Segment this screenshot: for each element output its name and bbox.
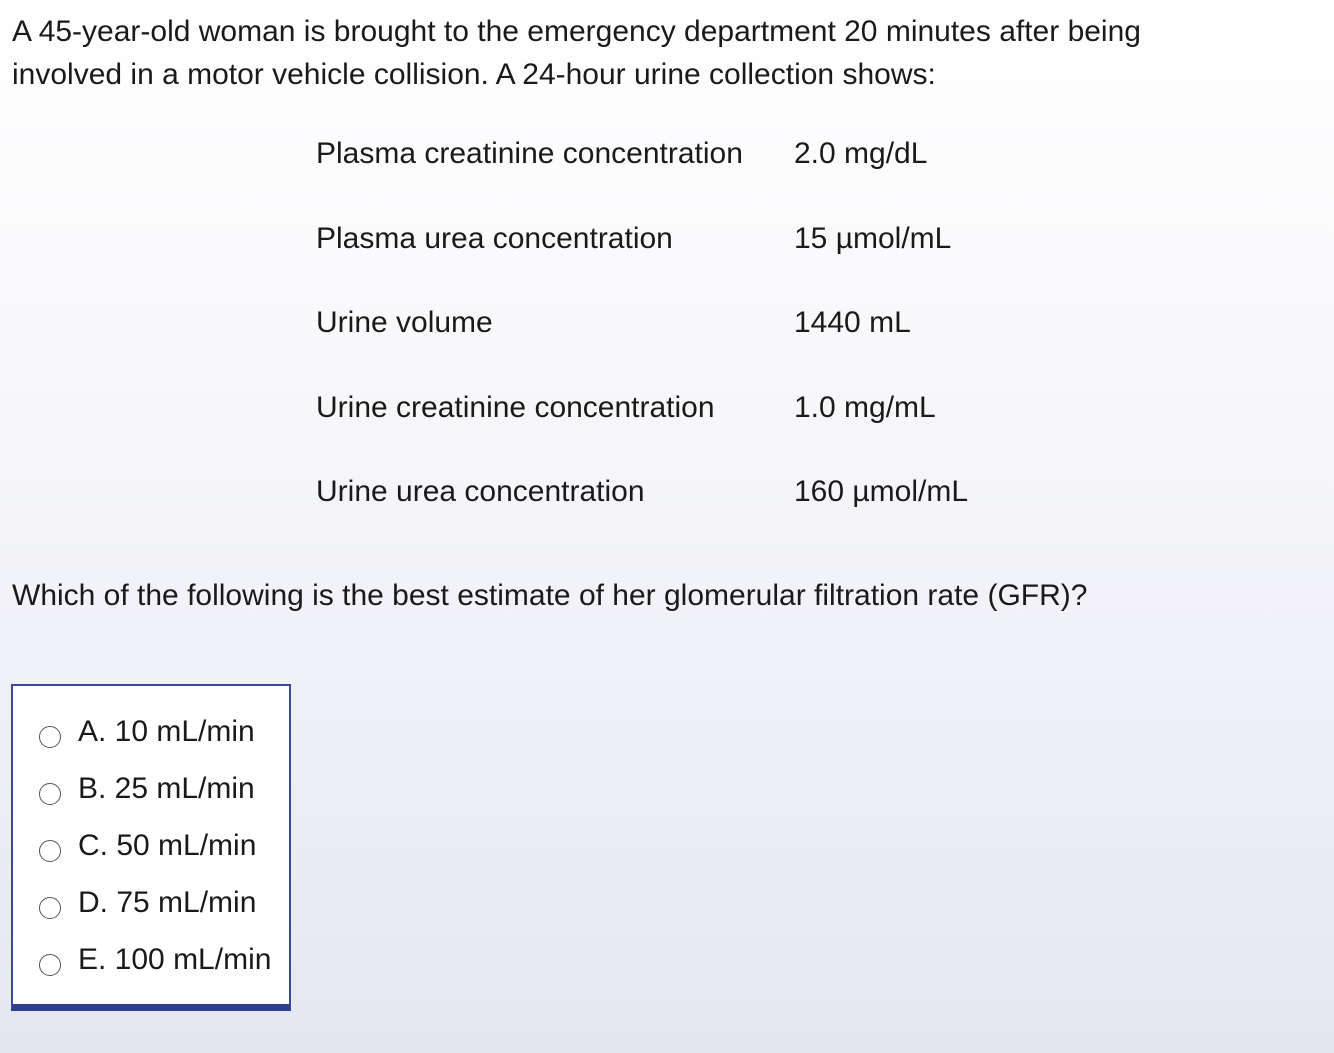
choice-label[interactable]: E. 100 mL/min <box>78 943 272 976</box>
lab-row <box>316 471 968 556</box>
choice-b[interactable] <box>39 769 255 809</box>
choice-label[interactable]: B. 25 mL/min <box>78 772 255 805</box>
choice-a[interactable] <box>39 712 255 752</box>
radio-button[interactable] <box>39 954 61 976</box>
choice-d[interactable] <box>39 883 256 923</box>
lab-name: Plasma creatinine concentration <box>316 137 743 170</box>
radio-button[interactable] <box>39 726 61 748</box>
lab-value: 15 µmol/mL <box>794 221 952 255</box>
lab-row <box>316 302 968 387</box>
lab-results-table <box>316 133 968 556</box>
question-stem: A 45-year-old woman is brought to the emergency department 20 minutes after being involved in a motor vehicle collision. A 24-hour urine collection shows: <box>12 15 1141 91</box>
choice-label[interactable]: C. 50 mL/min <box>78 829 257 862</box>
lab-value: 2.0 mg/dL <box>794 137 928 170</box>
lab-name: Urine urea concentration <box>316 475 645 508</box>
radio-button[interactable] <box>39 840 61 862</box>
choice-label[interactable]: D. 75 mL/min <box>78 886 257 919</box>
choice-e[interactable] <box>39 940 271 980</box>
lab-value: 1.0 mg/mL <box>794 390 936 424</box>
lab-row <box>316 387 968 472</box>
lab-row <box>316 133 968 218</box>
radio-button[interactable] <box>39 897 61 919</box>
lab-row <box>316 218 968 303</box>
radio-button[interactable] <box>39 783 61 805</box>
choice-c[interactable] <box>39 826 256 866</box>
lab-name: Urine volume <box>316 306 493 339</box>
lab-name: Plasma urea concentration <box>316 221 673 255</box>
question-prompt: Which of the following is the best estimate of her glomerular filtration rate (GFR)? <box>12 579 1088 612</box>
lab-value: 160 µmol/mL <box>794 475 969 508</box>
lab-name: Urine creatinine concentration <box>316 390 715 424</box>
lab-value: 1440 mL <box>794 306 911 339</box>
choice-label[interactable]: A. 10 mL/min <box>78 715 255 748</box>
answer-choices-panel <box>11 684 291 1011</box>
